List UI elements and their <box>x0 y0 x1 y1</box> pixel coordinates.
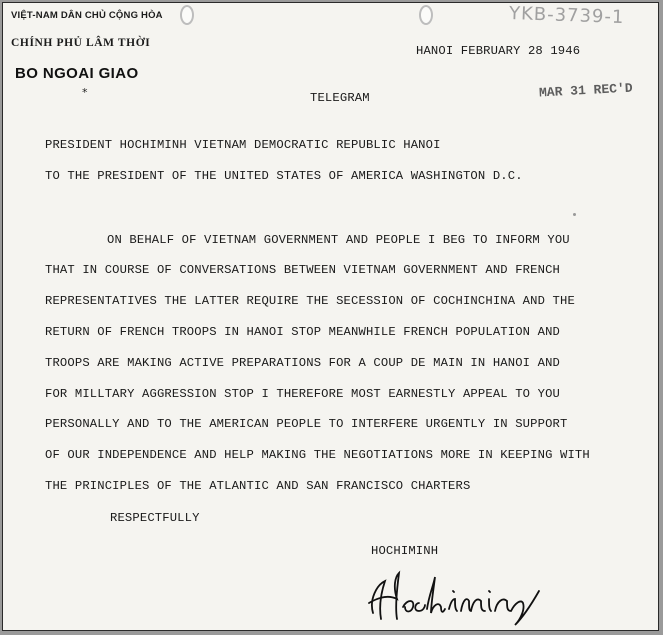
document-type: TELEGRAM <box>310 91 370 105</box>
letterhead-country: VIỆT-NAM DÂN CHỦ CỘNG HÒA <box>11 10 163 21</box>
letterhead-government: CHÍNH PHỦ LÂM THỜI <box>11 37 151 49</box>
star-icon: * <box>82 86 88 99</box>
body-line: REPRESENTATIVES THE LATTER REQUIRE THE SECESSION OF COCHINCHINA AND THE <box>45 294 575 308</box>
received-stamp: MAR 31 REC'D <box>538 80 633 101</box>
body-line: FOR MILLTARY AGGRESSION STOP I THEREFORE MOST EARNESTLY APPEAL TO YOU <box>45 387 560 401</box>
file-reference: YKB-3739-1 <box>508 2 625 29</box>
body-line: ON BEHALF OF VIETNAM GOVERNMENT AND PEOPLE I BEG TO INFORM YOU <box>107 233 570 247</box>
body-line: TROOPS ARE MAKING ACTIVE PREPARATIONS FOR A COUP DE MAIN IN HANOI AND <box>45 356 560 370</box>
punch-hole <box>419 5 433 25</box>
body-line: PERSONALLY AND TO THE AMERICAN PEOPLE TO INTERFERE URGENTLY IN SUPPORT <box>45 417 568 431</box>
closing: RESPECTFULLY <box>110 511 200 525</box>
body-line: THE PRINCIPLES OF THE ATLANTIC AND SAN FRANCISCO CHARTERS <box>45 479 471 493</box>
typed-name: HOCHIMINH <box>371 544 439 558</box>
body-line: RETURN OF FRENCH TROOPS IN HANOI STOP MEANWHILE FRENCH POPULATION AND <box>45 325 560 339</box>
sender-line: PRESIDENT HOCHIMINH VIETNAM DEMOCRATIC REPUBLIC HANOI <box>45 138 441 152</box>
telegram-document <box>2 2 659 631</box>
handwritten-signature <box>363 563 553 627</box>
dateline: HANOI FEBRUARY 28 1946 <box>416 44 581 58</box>
body-line: THAT IN COURSE OF CONVERSATIONS BETWEEN VIETNAM GOVERNMENT AND FRENCH <box>45 263 560 277</box>
addressee-line: TO THE PRESIDENT OF THE UNITED STATES OF AMERICA WASHINGTON D.C. <box>45 169 523 183</box>
speck <box>573 213 576 216</box>
letterhead-ministry: BO NGOAI GIAO <box>15 65 139 82</box>
punch-hole <box>180 5 194 25</box>
body-line: OF OUR INDEPENDENCE AND HELP MAKING THE NEGOTIATIONS MORE IN KEEPING WITH <box>45 448 590 462</box>
